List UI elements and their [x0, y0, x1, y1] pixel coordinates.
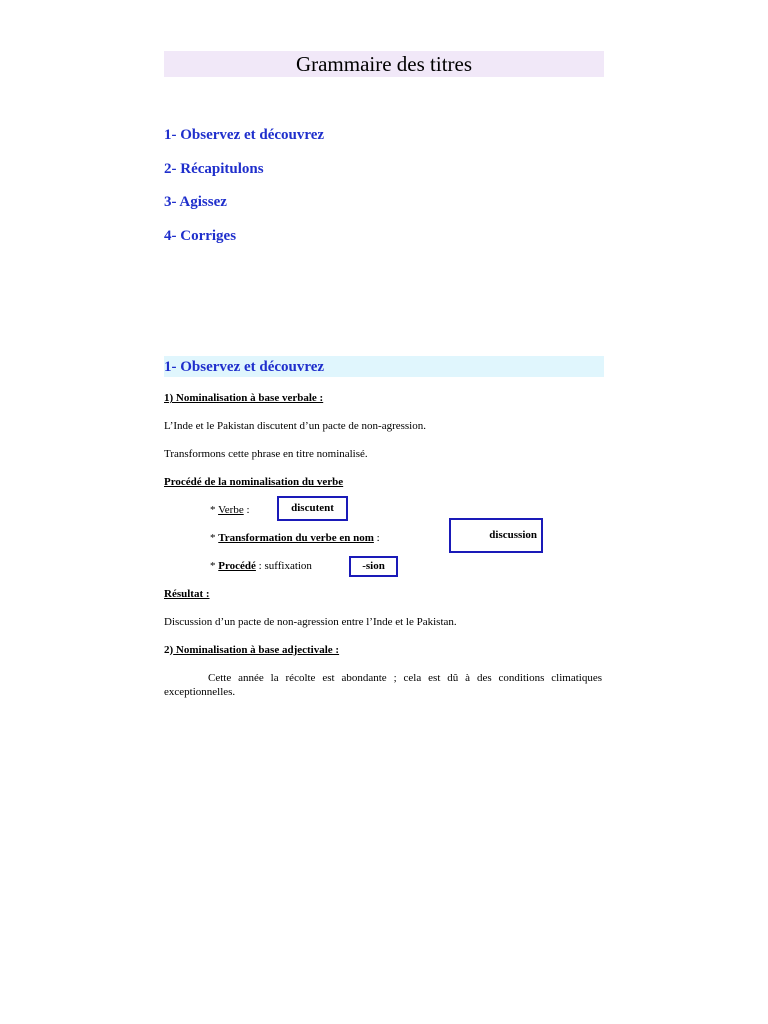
- procede-bullet: *: [210, 560, 219, 572]
- result-text: Discussion d’un pacte de non-agression entre l’Inde et le Pakistan.: [164, 616, 457, 628]
- example-sentence: L’Inde et le Pakistan discutent d’un pacte de non-agression.: [164, 420, 426, 432]
- verbe-label: Verbe: [218, 504, 244, 516]
- transformation-value: discussion: [489, 529, 537, 541]
- toc-link-corriges[interactable]: 4- Corriges: [164, 227, 237, 244]
- procede-value: -sion: [362, 560, 385, 572]
- procedure-heading: Procédé de la nominalisation du verbe: [164, 476, 344, 488]
- transformation-row: [210, 531, 380, 545]
- sub-heading-verbale: 1) Nominalisation à base verbale :: [164, 392, 324, 404]
- transformation-bullet: *: [210, 532, 219, 544]
- verbe-sep: :: [243, 504, 250, 516]
- transformation-box: [449, 518, 543, 553]
- example-paragraph: Cette année la récolte est abondante ; cela est dû à des conditions climatiques exceptionnelles.: [164, 672, 602, 698]
- verbe-bullet: *: [210, 504, 219, 516]
- sub-heading-adjectivale-number: 2): [164, 644, 174, 656]
- toc-link-agissez[interactable]: 3- Agissez: [164, 194, 227, 210]
- toc-link-recapitulons[interactable]: 2- Récapitulons: [164, 160, 264, 177]
- verbe-row: [210, 503, 250, 517]
- section-heading-bar: [164, 356, 604, 377]
- sub-heading-adjectivale: [164, 643, 339, 657]
- procede-label: Procédé: [218, 560, 256, 572]
- transformation-sep: :: [373, 532, 380, 544]
- procede-sep: : suffixation: [255, 560, 312, 572]
- transformation-label: Transformation du verbe en nom: [218, 532, 374, 544]
- verbe-value: discutent: [291, 502, 334, 514]
- result-heading: Résultat :: [164, 588, 210, 600]
- toc-link-observez[interactable]: 1- Observez et découvrez: [164, 127, 325, 143]
- procede-box: [349, 556, 398, 577]
- instruction-text: Transformons cette phrase en titre nominalisé.: [164, 448, 368, 460]
- verbe-box: [277, 496, 348, 521]
- page-title: Grammaire des titres: [295, 52, 473, 76]
- sub-heading-adjectivale-text: Nominalisation à base adjectivale :: [173, 644, 340, 656]
- title-bar: [164, 51, 604, 77]
- procede-row: [210, 559, 312, 573]
- table-of-contents: [164, 124, 324, 258]
- section-heading: 1- Observez et découvrez: [164, 359, 325, 375]
